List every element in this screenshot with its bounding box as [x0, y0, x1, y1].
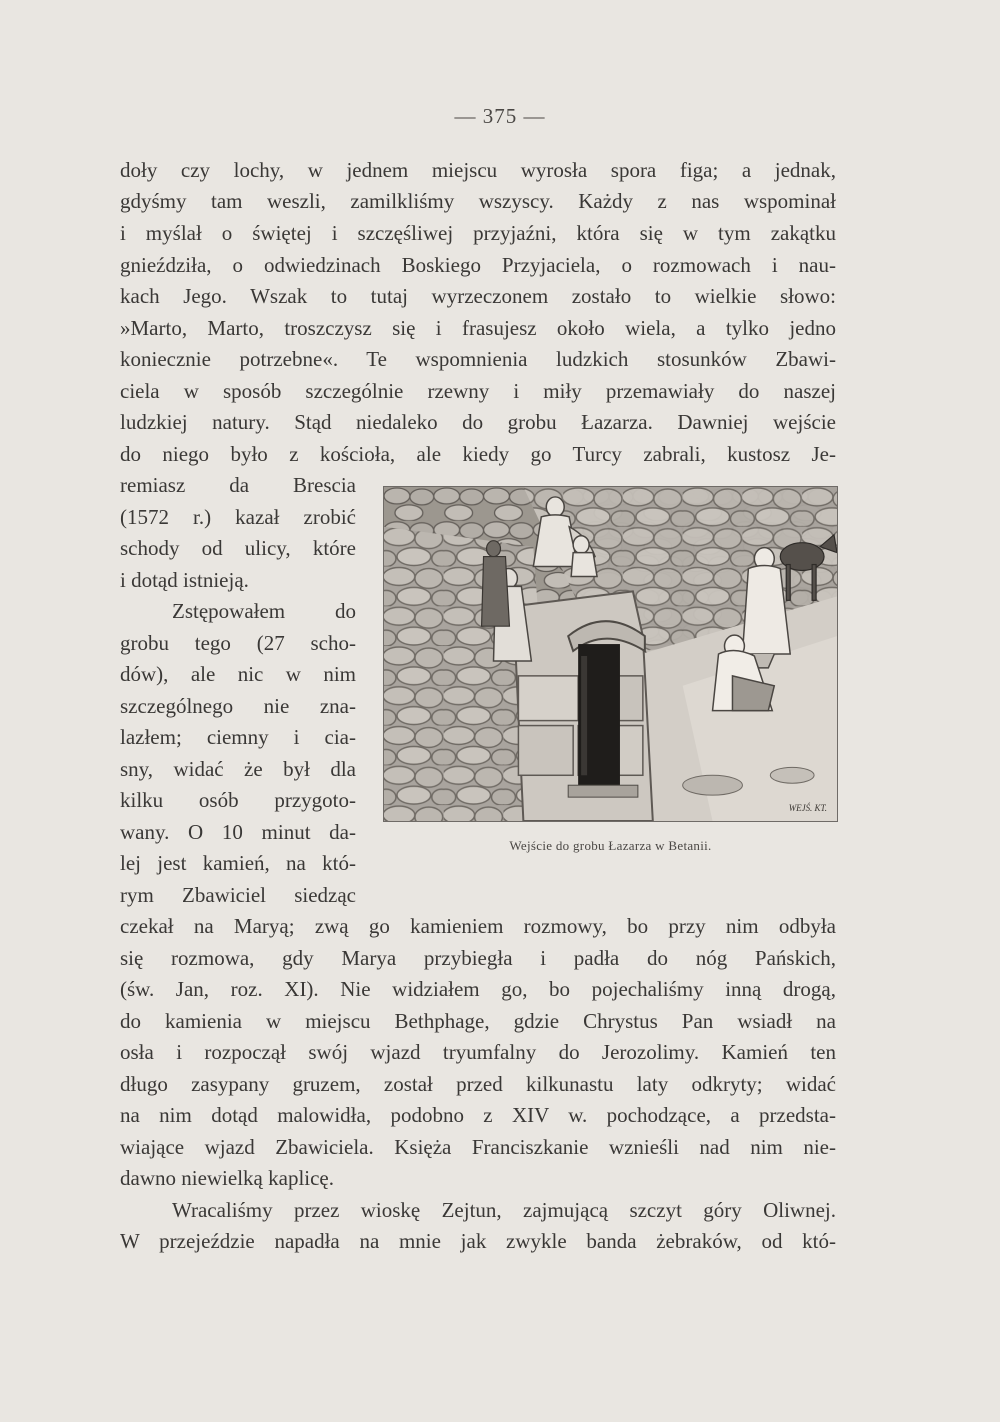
text-line: czekał na Maryą; zwą go kamieniem rozmowy, bo przy nim odbyła — [120, 914, 836, 938]
text-line: wany. O 10 minut da- — [120, 820, 356, 844]
text-line: gnieździła, o odwiedzinach Boskiego Przyjaciela, o rozmowach i nau- — [120, 253, 836, 277]
tomb-photo-image — [384, 487, 837, 821]
text-line: ludzkiej natury. Stąd niedaleko do grobu Łazarza. Dawniej wejście — [120, 410, 836, 434]
text-line: dawno niewielką kaplicę. — [120, 1166, 334, 1190]
text-line: i myślał o świętej i szczęśliwej przyjaźni, która się w tym zakątku — [120, 221, 836, 245]
text-line: sny, widać że był dla — [120, 757, 356, 781]
page-number: — 375 — — [454, 104, 546, 128]
text-line: lej jest kamień, na któ- — [120, 851, 356, 875]
text-line: i dotąd istnieją. — [120, 568, 249, 592]
text-line: do niego było z kościoła, ale kiedy go Turcy zabrali, kustosz Je- — [120, 442, 836, 466]
text-line: (1572 r.) kazał zrobić — [120, 505, 356, 529]
text-line: (św. Jan, roz. XI). Nie widziałem go, bo pojechaliśmy inną drogą, — [120, 977, 836, 1001]
text-line: szczególnego nie zna- — [120, 694, 356, 718]
text-line: schody od ulicy, które — [120, 536, 356, 560]
text-line: gdyśmy tam weszli, zamilkliśmy wszyscy. Każdy z nas wspominał — [120, 189, 836, 213]
text-line: kach Jego. Wszak to tutaj wyrzeczonem zostało to wielkie słowo: — [120, 284, 836, 308]
text-line: dów), ale nic w nim — [120, 662, 356, 686]
figure-caption: Wejście do grobu Łazarza w Betanii. — [509, 838, 712, 853]
text-line: Zstępowałem do — [172, 599, 356, 623]
text-line: na nim dotąd malowidła, podobno z XIV w. pochodzące, a przedsta- — [120, 1103, 836, 1127]
text-line: ciela w sposób szczególnie rzewny i miły przemawiały do naszej — [120, 379, 836, 403]
text-line: osła i rozpoczął swój wjazd tryumfalny do Jerozolimy. Kamień ten — [120, 1040, 836, 1064]
text-line: W przejeździe napadła na mnie jak zwykle banda żebraków, od któ- — [120, 1229, 836, 1253]
text-line: doły czy lochy, w jednem miejscu wyrosła spora figa; a jednak, — [120, 158, 836, 182]
text-line: grobu tego (27 scho- — [120, 631, 356, 655]
text-line: wiające wjazd Zbawiciela. Księża Franciszkanie wznieśli nad nim nie- — [120, 1135, 836, 1159]
text-line: kilku osób przygoto- — [120, 788, 356, 812]
text-line: Wracaliśmy przez wioskę Zejtun, zajmującą szczyt góry Oliwnej. — [172, 1198, 836, 1222]
text-line: lazłem; ciemny i cia- — [120, 725, 356, 749]
text-line: »Marto, Marto, troszczysz się i frasujesz około wiela, a tylko jedno — [120, 316, 836, 340]
text-line: koniecznie potrzebne«. Te wspomnienia ludzkich stosunków Zbawi- — [120, 347, 836, 371]
text-line: rym Zbawiciel siedząc — [120, 883, 356, 907]
text-line: do kamienia w miejscu Bethphage, gdzie Chrystus Pan wsiadł na — [120, 1009, 836, 1033]
text-line: remiasz da Brescia — [120, 473, 356, 497]
tomb-entrance-illustration — [383, 486, 838, 822]
engraver-signature: WEJŚ. KT. — [788, 803, 828, 814]
text-line: się rozmowa, gdy Marya przybiegła i padła do nóg Pańskich, — [120, 946, 836, 970]
text-line: długo zasypany gruzem, został przed kilkunastu laty odkryty; widać — [120, 1072, 836, 1096]
